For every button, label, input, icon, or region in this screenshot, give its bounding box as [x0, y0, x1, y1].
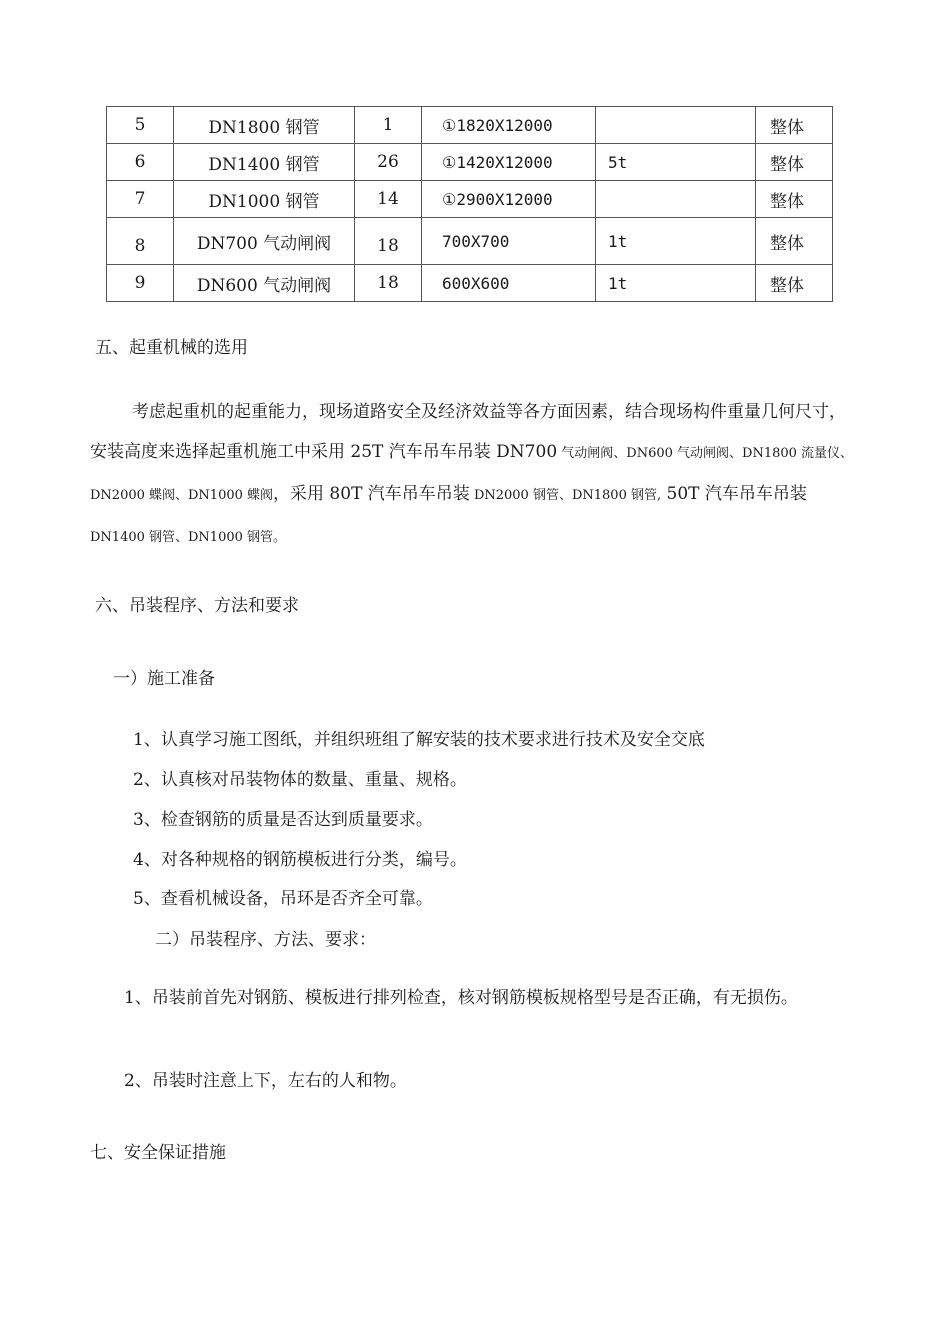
- cell-name: DN1400 钢管: [174, 144, 355, 181]
- table-row: [107, 218, 833, 265]
- section-heading-5: 五、起重机械的选用: [95, 338, 248, 358]
- equipment-table: [106, 106, 833, 302]
- procedure-step: 2、吊装时注意上下，左右的人和物。: [124, 1071, 407, 1091]
- cell-qty: 18: [355, 218, 422, 265]
- cell-method: 整体: [756, 181, 833, 218]
- cell-no: 5: [107, 107, 174, 144]
- list-item: 5、查看机械设备，吊环是否齐全可靠。: [133, 889, 433, 909]
- section-5-paragraph: [90, 392, 855, 558]
- cell-size: 700X700: [422, 218, 596, 265]
- list-item: 3、检查钢筋的质量是否达到质量要求。: [133, 810, 433, 830]
- cell-weight: 5t: [596, 144, 756, 181]
- cell-name: DN600 气动闸阀: [174, 265, 355, 302]
- cell-weight: 1t: [596, 218, 756, 265]
- table-row: [107, 107, 833, 144]
- cell-name: DN700 气动闸阀: [174, 218, 355, 265]
- cell-size: 600X600: [422, 265, 596, 302]
- cell-no: 7: [107, 181, 174, 218]
- cell-weight: [596, 107, 756, 144]
- paragraph-text: 50T 汽车吊车吊装: [661, 484, 807, 504]
- list-item: 2、认真核对吊装物体的数量、重量、规格。: [133, 770, 467, 790]
- section-heading-7: 七、安全保证措施: [90, 1143, 226, 1163]
- cell-method: 整体: [756, 107, 833, 144]
- cell-method: 整体: [756, 144, 833, 181]
- table-row: [107, 144, 833, 181]
- cell-qty: 1: [355, 107, 422, 144]
- cell-qty: 26: [355, 144, 422, 181]
- paragraph-small-text: DN2000 钢管、DN1800 钢管,: [469, 488, 662, 503]
- paragraph-text: ，采用 80T 汽车吊车吊装: [273, 484, 470, 504]
- paragraph-small-text: 气动闸阀、DN600 气动闸阀、DN1800 流量仪、DN2000 蝶阀、DN1000 蝶阀: [90, 446, 854, 503]
- cell-method: 整体: [756, 218, 833, 265]
- cell-qty: 14: [355, 181, 422, 218]
- cell-size: ①1820X12000: [422, 107, 596, 144]
- subheading-preparation: 一）施工准备: [113, 669, 215, 689]
- paragraph-text: 考虑起重机的起重能力，现场道路安全及经济效益等各方面因素，结合现场构件重量几何尺寸，安装高度来选择起重机施工中采用 25T 汽车吊车吊装 DN700: [90, 402, 846, 462]
- cell-qty: 18: [355, 265, 422, 302]
- cell-no: 6: [107, 144, 174, 181]
- cell-weight: 1t: [596, 265, 756, 302]
- cell-name: DN1000 钢管: [174, 181, 355, 218]
- cell-no: 8: [107, 218, 174, 265]
- table-row: [107, 265, 833, 302]
- paragraph-small-text: DN1400 钢管、DN1000 钢管。: [90, 530, 287, 545]
- procedure-step: 1、吊装前首先对钢筋、模板进行排列检查，核对钢筋模板规格型号是否正确，有无损伤。: [124, 988, 798, 1008]
- cell-size: ①1420X12000: [422, 144, 596, 181]
- list-item: 4、对各种规格的钢筋模板进行分类，编号。: [133, 850, 467, 870]
- cell-size: ①2900X12000: [422, 181, 596, 218]
- subheading-procedure: 二）吊装程序、方法、要求：: [155, 930, 376, 950]
- list-item: 1、认真学习施工图纸，并组织班组了解安装的技术要求进行技术及安全交底: [133, 730, 705, 750]
- cell-name: DN1800 钢管: [174, 107, 355, 144]
- section-heading-6: 六、吊装程序、方法和要求: [95, 596, 299, 616]
- cell-method: 整体: [756, 265, 833, 302]
- cell-no: 9: [107, 265, 174, 302]
- cell-weight: [596, 181, 756, 218]
- table-row: [107, 181, 833, 218]
